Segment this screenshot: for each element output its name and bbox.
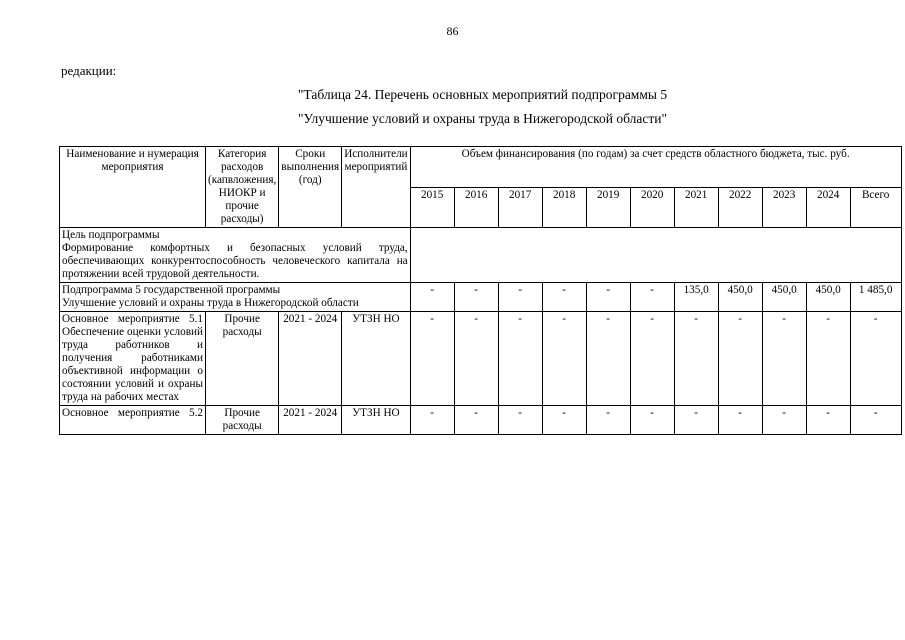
- value-cell: -: [498, 312, 542, 406]
- value-cell: -: [542, 312, 586, 406]
- value-cell: -: [762, 406, 806, 435]
- activity-description: Обеспечение оценки условий труда работников и получения работниками объективной информации о состоянии условий и охраны труда на рабочих местах: [62, 326, 203, 403]
- value-cell: -: [630, 406, 674, 435]
- activity-terms: 2021 - 2024: [279, 406, 342, 435]
- goal-empty-cell: [410, 228, 901, 283]
- header-year: 2023: [762, 187, 806, 228]
- table-caption-line1: "Таблица 24. Перечень основных мероприятий подпрограммы 5: [297, 87, 668, 102]
- intro-text: редакции:: [61, 63, 117, 78]
- value-cell: 450,0: [718, 283, 762, 312]
- header-year: 2022: [718, 187, 762, 228]
- activities-table: [59, 146, 902, 435]
- activity-executor: УТЗН НО: [342, 312, 410, 406]
- value-cell: 450,0: [762, 283, 806, 312]
- value-cell: 135,0: [674, 283, 718, 312]
- activity-row: [60, 312, 902, 406]
- activity-row: [60, 406, 902, 435]
- total-cell: -: [850, 312, 901, 406]
- header-year: 2016: [454, 187, 498, 228]
- value-cell: -: [630, 283, 674, 312]
- subprogram-line1: Подпрограмма 5 государственной программы: [62, 284, 281, 296]
- goal-text: Формирование комфортных и безопасных условий труда, обеспечивающих конкурентоспособность человеческого капитала на протяжении всей трудовой деятельности.: [62, 242, 408, 280]
- activity-executor: УТЗН НО: [342, 406, 410, 435]
- header-executors: Исполнители мероприятий: [342, 147, 410, 228]
- header-year: 2020: [630, 187, 674, 228]
- value-cell: -: [674, 406, 718, 435]
- value-cell: -: [410, 283, 454, 312]
- header-year: 2015: [410, 187, 454, 228]
- value-cell: -: [498, 406, 542, 435]
- activity-name-cell: [60, 312, 206, 406]
- value-cell: -: [762, 312, 806, 406]
- value-cell: -: [498, 283, 542, 312]
- page-number: 86: [446, 24, 459, 38]
- value-cell: -: [806, 312, 850, 406]
- header-total: Всего: [850, 187, 901, 228]
- header-year: 2021: [674, 187, 718, 228]
- value-cell: -: [542, 406, 586, 435]
- goal-title: Цель подпрограммы: [62, 229, 160, 241]
- header-name: Наименование и нумерация мероприятия: [60, 147, 206, 228]
- subprogram-row: [60, 283, 902, 312]
- value-cell: -: [586, 283, 630, 312]
- activity-category: Прочие расходы: [206, 312, 279, 406]
- activity-category: Прочие расходы: [206, 406, 279, 435]
- activity-title: Основное мероприятие 5.2: [62, 407, 203, 419]
- value-cell: -: [410, 312, 454, 406]
- activity-name-cell: [60, 406, 206, 435]
- value-cell: -: [454, 406, 498, 435]
- goal-row: [60, 228, 902, 283]
- value-cell: -: [410, 406, 454, 435]
- table-caption-line2: "Улучшение условий и охраны труда в Нижегородской области": [297, 111, 668, 126]
- value-cell: -: [718, 406, 762, 435]
- value-cell: -: [806, 406, 850, 435]
- value-cell: 450,0: [806, 283, 850, 312]
- value-cell: -: [674, 312, 718, 406]
- header-terms: Сроки выполнения (год): [279, 147, 342, 228]
- value-cell: -: [454, 312, 498, 406]
- subprogram-line2: Улучшение условий и охраны труда в Нижегородской области: [62, 297, 359, 309]
- header-year: 2024: [806, 187, 850, 228]
- value-cell: -: [586, 406, 630, 435]
- value-cell: -: [454, 283, 498, 312]
- total-cell: 1 485,0: [850, 283, 901, 312]
- header-row: [60, 147, 902, 188]
- header-funding: Объем финансирования (по годам) за счет средств областного бюджета, тыс. руб.: [410, 147, 901, 188]
- header-year: 2018: [542, 187, 586, 228]
- activity-title: Основное мероприятие 5.1: [62, 313, 203, 325]
- value-cell: -: [586, 312, 630, 406]
- value-cell: -: [718, 312, 762, 406]
- header-year: 2019: [586, 187, 630, 228]
- goal-cell: [60, 228, 411, 283]
- activity-terms: 2021 - 2024: [279, 312, 342, 406]
- header-category: Категория расходов (капвложения, НИОКР и прочие расходы): [206, 147, 279, 228]
- header-year: 2017: [498, 187, 542, 228]
- value-cell: -: [542, 283, 586, 312]
- total-cell: -: [850, 406, 901, 435]
- subprogram-cell: [60, 283, 411, 312]
- value-cell: -: [630, 312, 674, 406]
